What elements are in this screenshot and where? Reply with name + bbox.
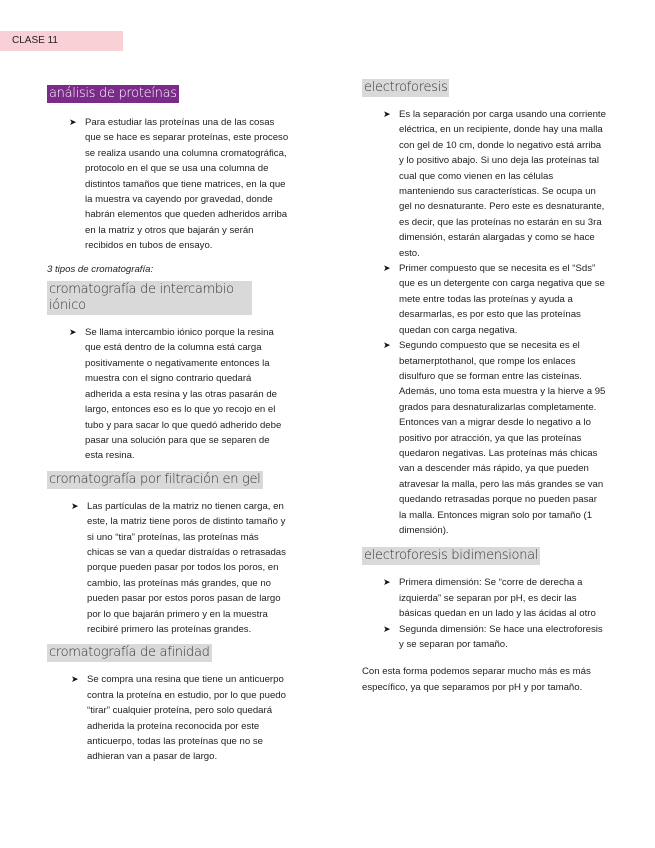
closing-paragraph: Con esta forma podemos separar mucho más es más específico, ya que separamos por pH y por tamaño.: [362, 666, 591, 693]
section-title-protein-analysis: [47, 84, 292, 103]
section-title-gel-filtration: [47, 470, 292, 489]
list-item: [383, 575, 607, 621]
arrow-bullet-icon: ➤: [383, 340, 391, 351]
bullet-text: Es la separación por carga usando una corriente eléctrica, en un recipiente, donde hay una malla con gel de 10 cm, donde lo negativo está arriba y lo positivo abajo. Si uno deja las proteínas tal cual que como vienen en las células manteniendo sus características. Se ocupa un gel no desnaturante. Pero este es desnaturante, es decir, que las proteínas no estarán en su 3ra dimensión, estarán alargadas y como se hace esto.: [399, 109, 606, 259]
heading-highlight: análisis de proteínas: [49, 86, 177, 101]
bullet-text: Se llama intercambio iónico porque la resina que está dentro de la columna está carga positivamente o negativamente entonces la muestra con el signo contrario quedará adherida a esta resina y las otras pasarán de largo, entonces eso es lo que yo recojo en el tubo y para sacar lo que quedó adherido debe pasar una solución para que se separen de esta resina.: [85, 327, 282, 462]
bullet-text: Primer compuesto que se necesita es el “Sds” que es un detergente con carga negativa que se mete entre todas las proteínas y ayuda a desarmarlas, es por esto que las proteínas quedan con carga negativa.: [399, 263, 605, 336]
list-item: [383, 338, 607, 538]
arrow-bullet-icon: ➤: [69, 327, 77, 338]
bullet-list: [383, 575, 607, 652]
heading-highlight: cromatografía de intercambio iónico: [47, 281, 252, 315]
bullet-list: [383, 107, 607, 538]
heading-highlight: electroforesis: [364, 80, 448, 95]
list-item: [383, 622, 607, 653]
section-title-electrophoresis: [362, 78, 607, 97]
list-item: [383, 261, 607, 338]
heading-highlight: cromatografía por filtración en gel: [49, 471, 261, 487]
right-column: [362, 78, 607, 695]
list-item: [71, 672, 287, 764]
arrow-bullet-icon: ➤: [383, 109, 391, 119]
bullet-list: [71, 499, 287, 638]
list-item: [69, 115, 290, 254]
list-item: [383, 107, 607, 261]
list-item: [71, 499, 287, 638]
bullet-text: Segundo compuesto que se necesita es el betamerptothanol, que rompe los enlaces disulfuro que se forman entre las cisteínas. Además, uno toma esta muestra y la hierve a 95 grados para desnaturalizarlas completamente. Entonces van a migrar desde lo negativo a lo positivo por atracción, ya que las proteínas quedaron negativas. Las proteínas más chicas van a descender más rápido, ya que pueden atravesar la malla, pero las más grandes se van quedando retrasadas porque no pueden pasar la malla. Entonces migran solo por tamaño (1 dimensión).: [399, 340, 606, 536]
section-title-affinity: [47, 643, 292, 662]
bullet-list: [71, 672, 287, 764]
class-badge: CLASE 11: [0, 31, 123, 51]
arrow-bullet-icon: ➤: [71, 500, 79, 511]
arrow-bullet-icon: ➤: [383, 577, 391, 588]
bullet-text: Se compra una resina que tiene un anticuerpo contra la proteína en estudio, por lo que puedo “tirar” cualquier proteína, pero solo quedará adherida la proteína reconocida por este anticuerpo, todas las proteínas que no se adhieran van a pasar de largo.: [87, 674, 286, 763]
arrow-bullet-icon: ➤: [383, 623, 391, 634]
arrow-bullet-icon: ➤: [69, 117, 77, 127]
heading-highlight: cromatografía de afinidad: [49, 645, 210, 661]
bullet-text: Las partículas de la matriz no tienen carga, en este, la matriz tiene poros de distinto tamaño y si uno “tira” proteínas, las proteínas más chicas se van a quedar distraídas o retrasadas porque pueden pasar por todos los poros, en cambio, las proteínas más grandes, que no pueden pasar por estos poros pasan de largo por lo que bajarán primero y en la muestra recibiré primero las proteínas grandes.: [87, 500, 286, 635]
arrow-bullet-icon: ➤: [383, 263, 391, 274]
section-title-ion-exchange: [47, 281, 252, 315]
list-item: [69, 325, 285, 464]
bullet-list: [69, 115, 290, 254]
section-title-2d-electrophoresis: [362, 546, 607, 565]
bullet-text: Para estudiar las proteínas una de las cosas que se hace es separar proteínas, este proceso se realiza usando una columna cromatográfica, protocolo en el que se usa una columna de distintos tamaños que tiene matrices, en la que la muestra va cayendo por gravedad, donde habrán elementos que queden adheridos arriba en la matriz y otros que bajarán y serán recibidos en tubos de ensayo.: [85, 117, 289, 252]
bullet-text: Primera dimensión: Se “corre de derecha a izquierda” se separan por pH, es decir las básicas quedan en un lado y las ácidas al otro: [399, 577, 596, 620]
heading-highlight: electroforesis bidimensional: [364, 548, 539, 564]
arrow-bullet-icon: ➤: [71, 674, 79, 685]
bullet-text: Segunda dimensión: Se hace una electroforesis y se separan por tamaño.: [399, 623, 603, 650]
chromatography-types-label: 3 tipos de cromatografía:: [47, 263, 154, 275]
bullet-list: [69, 325, 285, 464]
left-column: [47, 78, 292, 765]
